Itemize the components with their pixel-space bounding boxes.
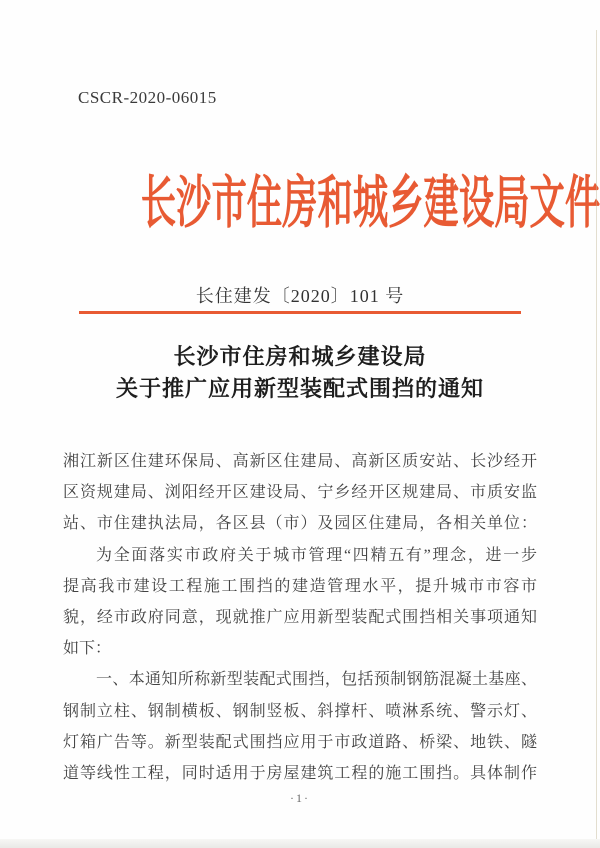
- body-text-line: 为全面落实市政府关于城市管理“四精五有”理念，进一步: [96, 546, 537, 564]
- document-title-line1: 长沙市住房和城乡建设局: [173, 344, 427, 369]
- letterhead: [0, 166, 600, 242]
- body-text-line: 站、市住建执法局，各区县（市）及园区住建局，各相关单位：: [63, 515, 537, 533]
- body-text-line: 钢制立柱、钢制横板、钢制竖板、斜撑杆、喷淋系统、警示灯、: [63, 702, 537, 720]
- document-title-line2: 关于推广应用新型装配式围挡的通知: [115, 376, 484, 401]
- document-body: [63, 446, 537, 789]
- scan-edge-bottom: [0, 839, 600, 848]
- body-text-line: 提高我市建设工程施工围挡的建造管理水平，提升城市市容市: [63, 577, 537, 595]
- document-title: [0, 341, 600, 405]
- body-text-line: 貌，经市政府同意，现就推广应用新型装配式围挡相关事项通知: [63, 608, 537, 626]
- body-text-line: 如下：: [63, 640, 112, 658]
- doc-classification-code: CSCR-2020-06015: [78, 88, 217, 107]
- body-text-line: 区资规建局、浏阳经开区建设局、宁乡经开区规建局、市质安监: [63, 484, 537, 502]
- page-number: ·1·: [290, 791, 310, 805]
- document-reference-number: 长住建发〔2020〕101 号: [195, 286, 405, 306]
- body-text-line: 一、本通知所称新型装配式围挡，包括预制钢筋混凝土基座、: [96, 671, 537, 689]
- body-text-line: 灯箱广告等。新型装配式围挡应用于市政道路、桥梁、地铁、隧: [63, 733, 537, 751]
- scan-edge-right: [596, 30, 597, 840]
- body-text-line: 湘江新区住建环保局、高新区住建局、高新区质安站、长沙经开: [63, 453, 537, 470]
- agency-letterhead-title: 长沙市住房和城乡建设局文件: [140, 172, 600, 235]
- letterhead-divider-line: [79, 311, 521, 314]
- body-text-line: 道等线性工程，同时适用于房屋建筑工程的施工围挡。具体制作: [63, 764, 537, 782]
